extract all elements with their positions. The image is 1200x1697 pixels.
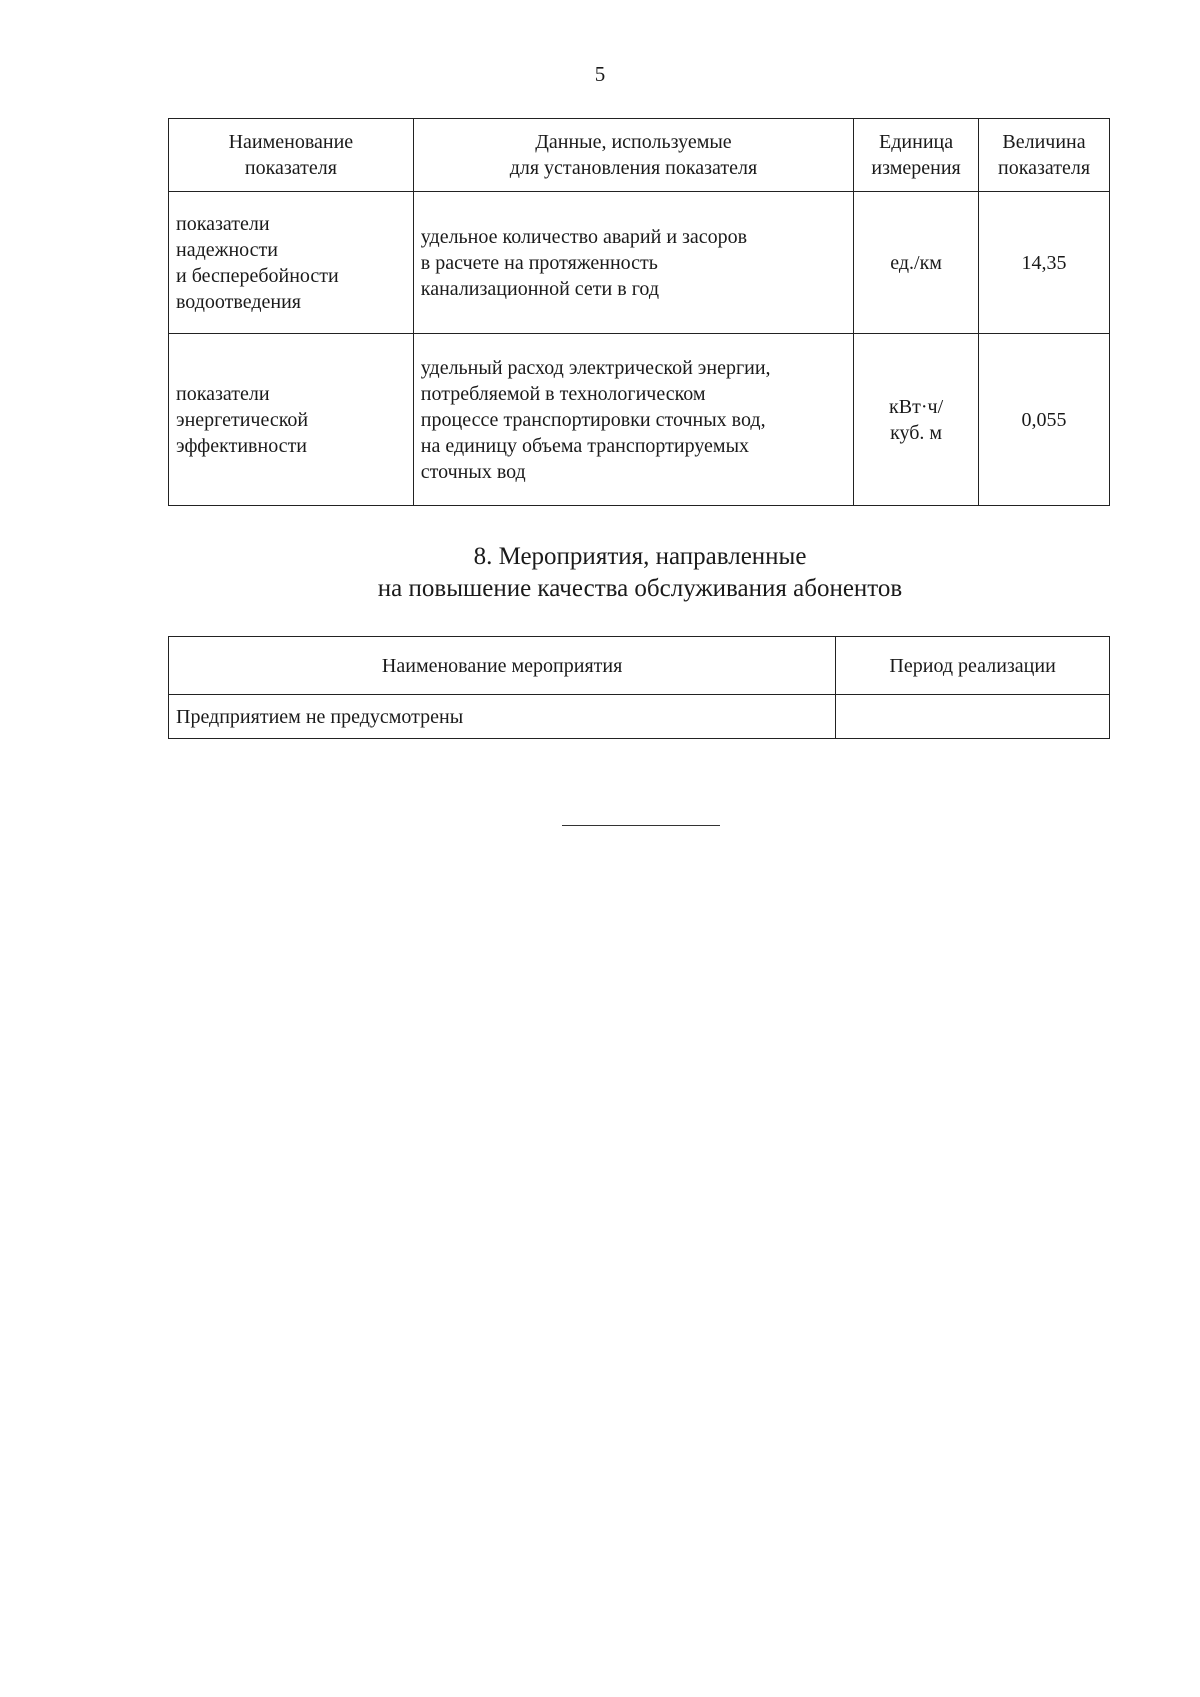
page-number: 5 [594, 62, 606, 86]
table-row [169, 695, 1110, 739]
measures-table [168, 636, 1110, 739]
table-row [169, 192, 1110, 334]
section-heading [0, 541, 1200, 605]
header-period: Период реализации [836, 637, 1110, 695]
section-title-line-2: на повышение качества обслуживания абонентов [377, 575, 903, 602]
indicators-table [168, 118, 1110, 506]
indicator-name-cell: показатели надежности и бесперебойности водоотведения [169, 192, 414, 334]
measure-name-cell: Предприятием не предусмотрены [169, 695, 836, 739]
header-indicator-name: Наименование показателя [169, 119, 414, 192]
table-row [169, 334, 1110, 506]
indicator-name-cell: показатели энергетической эффективности [169, 334, 414, 506]
measures-header-row [169, 637, 1110, 695]
section-title-line-1: 8. Мероприятия, направленные [473, 543, 807, 570]
indicator-value-cell: 14,35 [979, 192, 1110, 334]
header-measure-name: Наименование мероприятия [169, 637, 836, 695]
indicator-unit-cell: ед./км [854, 192, 979, 334]
end-divider [562, 825, 720, 826]
indicator-data-cell: удельный расход электрической энергии, потребляемой в технологическом процессе транспортировки сточных вод, на единицу объема транспортируемых сточных вод [413, 334, 853, 506]
header-value: Величина показателя [979, 119, 1110, 192]
indicator-unit-cell: кВт·ч/ куб. м [854, 334, 979, 506]
measure-period-cell [836, 695, 1110, 739]
indicator-data-cell: удельное количество аварий и засоров в расчете на протяженность канализационной сети в год [413, 192, 853, 334]
indicators-header-row [169, 119, 1110, 192]
header-indicator-data: Данные, используемые для установления показателя [413, 119, 853, 192]
header-unit: Единица измерения [854, 119, 979, 192]
indicator-value-cell: 0,055 [979, 334, 1110, 506]
